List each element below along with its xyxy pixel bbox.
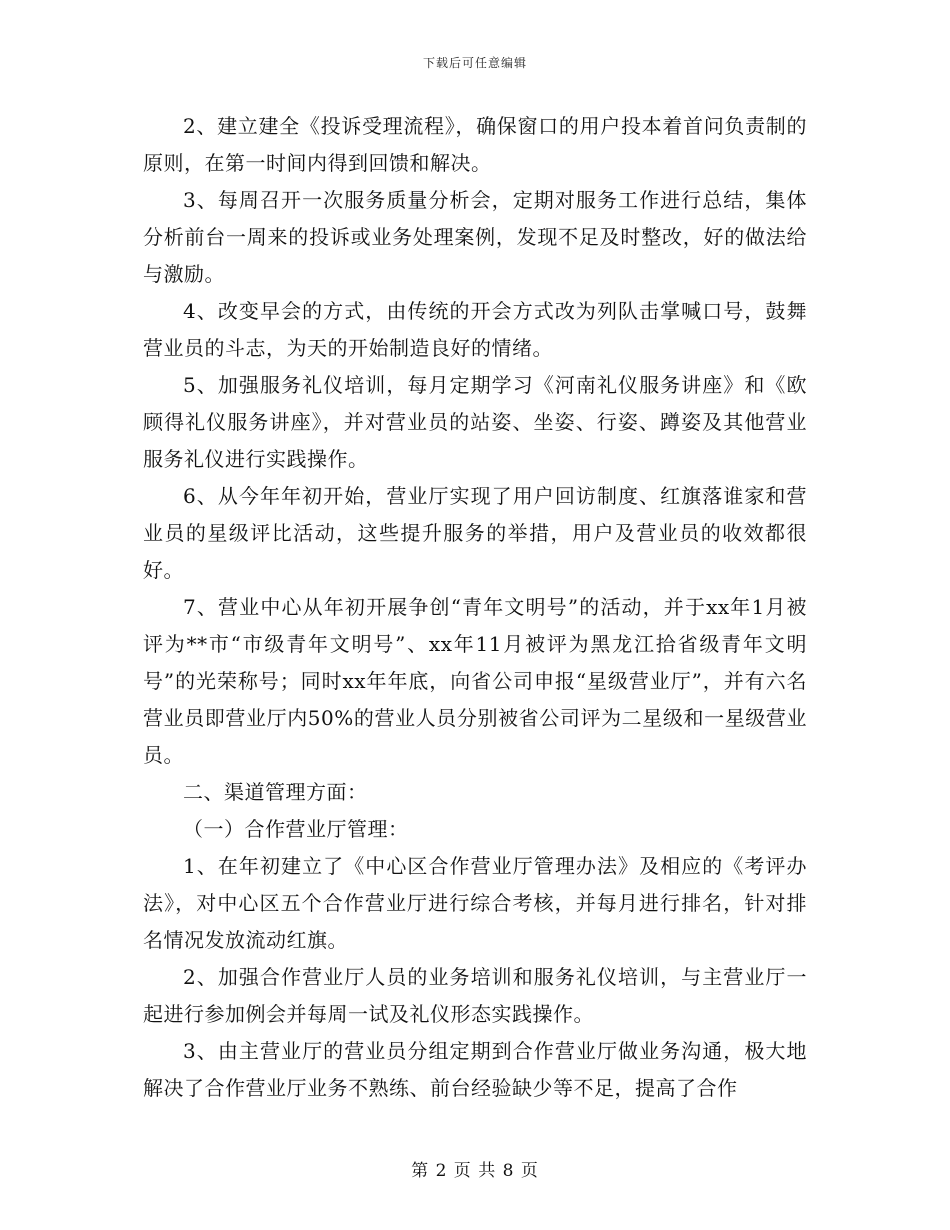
paragraph-item-6-callback-system: 6、从今年年初开始，营业厅实现了用户回访制度、红旗落谁家和营业员的星级评比活动，这些提升服务的举措，用户及营业员的收效都很好。 bbox=[143, 484, 807, 582]
paragraph-item-3-business-communication: 3、由主营业厅的营业员分组定期到合作营业厅做业务沟通，极大地解决了合作营业厅业务不熟练、前台经验缺少等不足，提高了合作 bbox=[143, 1039, 807, 1100]
page-footer: 第 2 页 共 8 页 bbox=[411, 1161, 539, 1181]
paragraph-item-5-etiquette-training: 5、加强服务礼仪培训，每月定期学习《河南礼仪服务讲座》和《欧顾得礼仪服务讲座》，并对营业员的站姿、坐姿、行姿、蹲姿及其他营业服务礼仪进行实践操作。 bbox=[143, 373, 807, 471]
paragraph-item-3-quality-meeting: 3、每周召开一次服务质量分析会，定期对服务工作进行总结，集体分析前台一周来的投诉或业务处理案例，发现不足及时整改，好的做法给与激励。 bbox=[143, 188, 807, 286]
page-header: 下载后可任意编辑 bbox=[422, 56, 527, 70]
paragraph-item-2-complaint-process: 2、建立建全《投诉受理流程》，确保窗口的用户投本着首问负责制的原则，在第一时间内得到回馈和解决。 bbox=[143, 114, 807, 175]
paragraph-item-7-civilization-award: 7、营业中心从年初开展争创“青年文明号”的活动，并于xx年1月被评为**市“市级青年文明号”、xx年11月被评为黑龙江拾省级青年文明号”的光荣称号；同时xx年年底，向省公司申报“星级营业厅”，并有六名营业员即营业厅内50%的营业人员分别被省公司评为二星级和一星级营业员。 bbox=[143, 595, 807, 767]
paragraph-item-2-partner-training: 2、加强合作营业厅人员的业务培训和服务礼仪培训，与主营业厅一起进行参加例会并每周一试及礼仪形态实践操作。 bbox=[143, 965, 807, 1026]
paragraph-item-1-management-rules: 1、在年初建立了《中心区合作营业厅管理办法》及相应的《考评办法》，对中心区五个合作营业厅进行综合考核，并每月进行排名，针对排名情况发放流动红旗。 bbox=[143, 854, 807, 952]
paragraph-item-4-morning-meeting: 4、改变早会的方式，由传统的开会方式改为列队击掌喊口号，鼓舞营业员的斗志，为天的开始制造良好的情绪。 bbox=[143, 299, 807, 360]
document-body bbox=[143, 108, 807, 1107]
section-heading-channel-management: 二、渠道管理方面： bbox=[183, 780, 368, 804]
subsection-heading-partner-halls: （一）合作营业厅管理： bbox=[183, 817, 409, 841]
